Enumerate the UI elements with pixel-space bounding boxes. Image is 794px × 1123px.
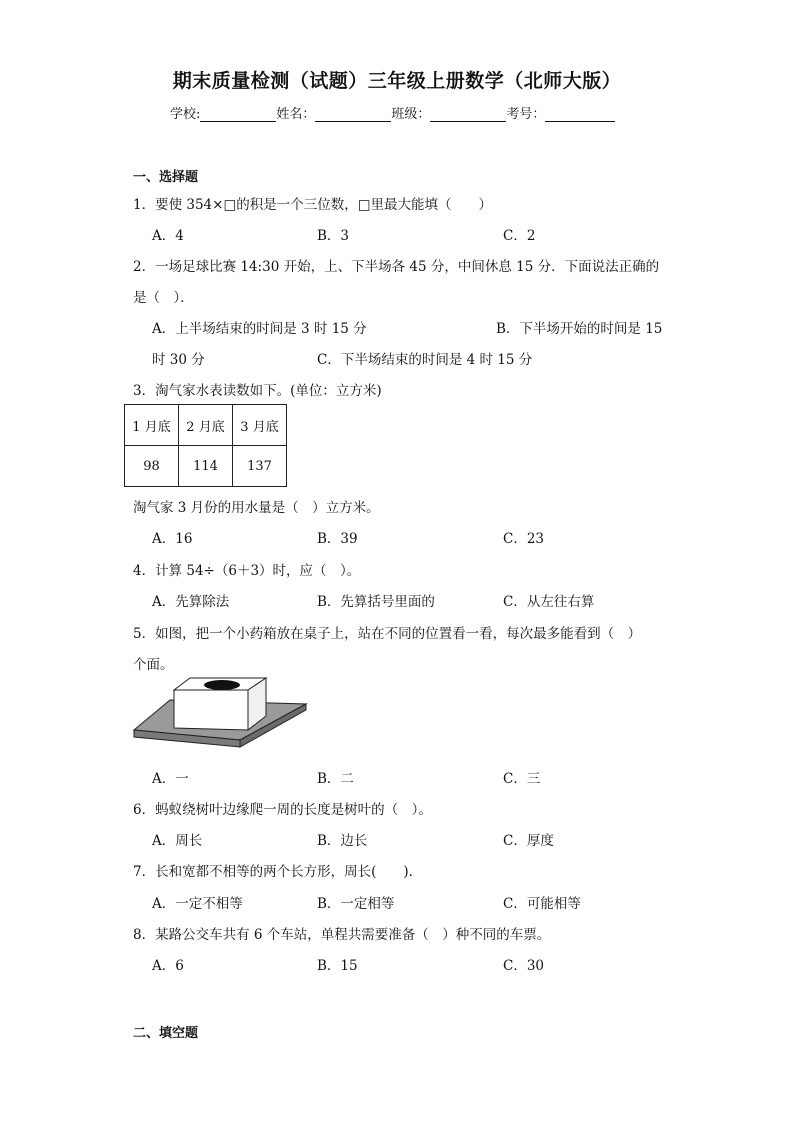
q6-option-a: A．周长 [152, 833, 203, 849]
table-header-cell: 1 月底 [125, 405, 179, 446]
box-handle [204, 680, 240, 690]
table-cell: 98 [125, 446, 179, 487]
q4-option-b: B．先算括号里面的 [317, 594, 435, 610]
class-label: 班级： [391, 107, 431, 122]
exam-number-label: 考号： [506, 107, 546, 122]
question-8: 8．某路公交车共有 6 个车站，单程共需要准备（ ）种不同的车票。 [133, 927, 551, 943]
question-7: 7．长和宽都不相等的两个长方形，周长( )． [133, 864, 423, 880]
q7-option-a: A．一定不相等 [152, 896, 243, 912]
q3-option-b: B．39 [317, 531, 358, 547]
question-4: 4．计算 54÷（6＋3）时，应（ ）。 [133, 563, 361, 579]
question-6: 6．蚂蚁绕树叶边缘爬一周的长度是树叶的（ ）。 [133, 802, 432, 818]
q6-option-b: B．边长 [317, 833, 368, 849]
q3-option-a: A．16 [152, 531, 193, 547]
q8-option-b: B．15 [317, 958, 358, 974]
table-row [125, 446, 287, 487]
q2-option-a: A．上半场结束的时间是 3 时 15 分 [152, 321, 367, 337]
class-blank[interactable] [430, 107, 506, 122]
q6-option-c: C．厚度 [503, 833, 554, 849]
water-meter-table [124, 404, 287, 487]
name-blank[interactable] [315, 107, 391, 122]
name-label: 姓名： [276, 107, 316, 122]
question-3: 3．淘气家水表读数如下。(单位：立方米) [133, 383, 382, 399]
q7-option-b: B．一定相等 [317, 896, 395, 912]
q1-option-c: C．2 [503, 228, 536, 244]
student-info-row [170, 103, 615, 122]
q3-option-c: C．23 [503, 531, 545, 547]
q2-option-b-continued: 时 30 分 [152, 352, 205, 368]
table-cell: 137 [233, 446, 287, 487]
question-2-line2: 是（ ）． [133, 290, 194, 306]
question-5-line1: 5．如图，把一个小药箱放在桌子上，站在不同的位置看一看，每次最多能看到（ ） [133, 626, 642, 642]
q1-option-b: B．3 [317, 228, 350, 244]
school-blank[interactable] [200, 107, 276, 122]
q2-option-b: B．下半场开始的时间是 15 [496, 321, 663, 337]
table-header-cell: 3 月底 [233, 405, 287, 446]
q4-option-c: C．从左往右算 [503, 594, 595, 610]
exam-number-blank[interactable] [545, 107, 615, 122]
q2-option-c: C．下半场结束的时间是 4 时 15 分 [317, 352, 533, 368]
q5-option-b: B．二 [317, 771, 354, 787]
medicine-box-on-table-figure [130, 674, 310, 748]
page-title: 期末质量检测（试题）三年级上册数学（北师大版） [172, 70, 622, 92]
table-header-row [125, 405, 287, 446]
section-heading-fill-in: 二、填空题 [133, 1026, 199, 1041]
question-5-line2: 个面。 [133, 657, 174, 673]
q5-option-a: A．一 [152, 771, 189, 787]
question-3-stem: 淘气家 3 月份的用水量是（ ）立方米。 [133, 500, 380, 516]
question-1: 1．要使 354×□的积是一个三位数，□里最大能填（ ） [133, 197, 492, 213]
table-header-cell: 2 月底 [179, 405, 233, 446]
table-cell: 114 [179, 446, 233, 487]
q1-option-a: A．4 [152, 228, 184, 244]
q4-option-a: A．先算除法 [152, 594, 230, 610]
section-heading-choice: 一、选择题 [133, 170, 199, 185]
q8-option-c: C．30 [503, 958, 545, 974]
school-label: 学校: [170, 107, 201, 122]
q5-option-c: C．三 [503, 771, 541, 787]
question-2-line1: 2．一场足球比赛 14:30 开始，上、下半场各 45 分，中间休息 15 分．下面说法正确的 [133, 259, 660, 275]
q8-option-a: A．6 [152, 958, 184, 974]
box-front [174, 690, 248, 730]
q7-option-c: C．可能相等 [503, 896, 581, 912]
